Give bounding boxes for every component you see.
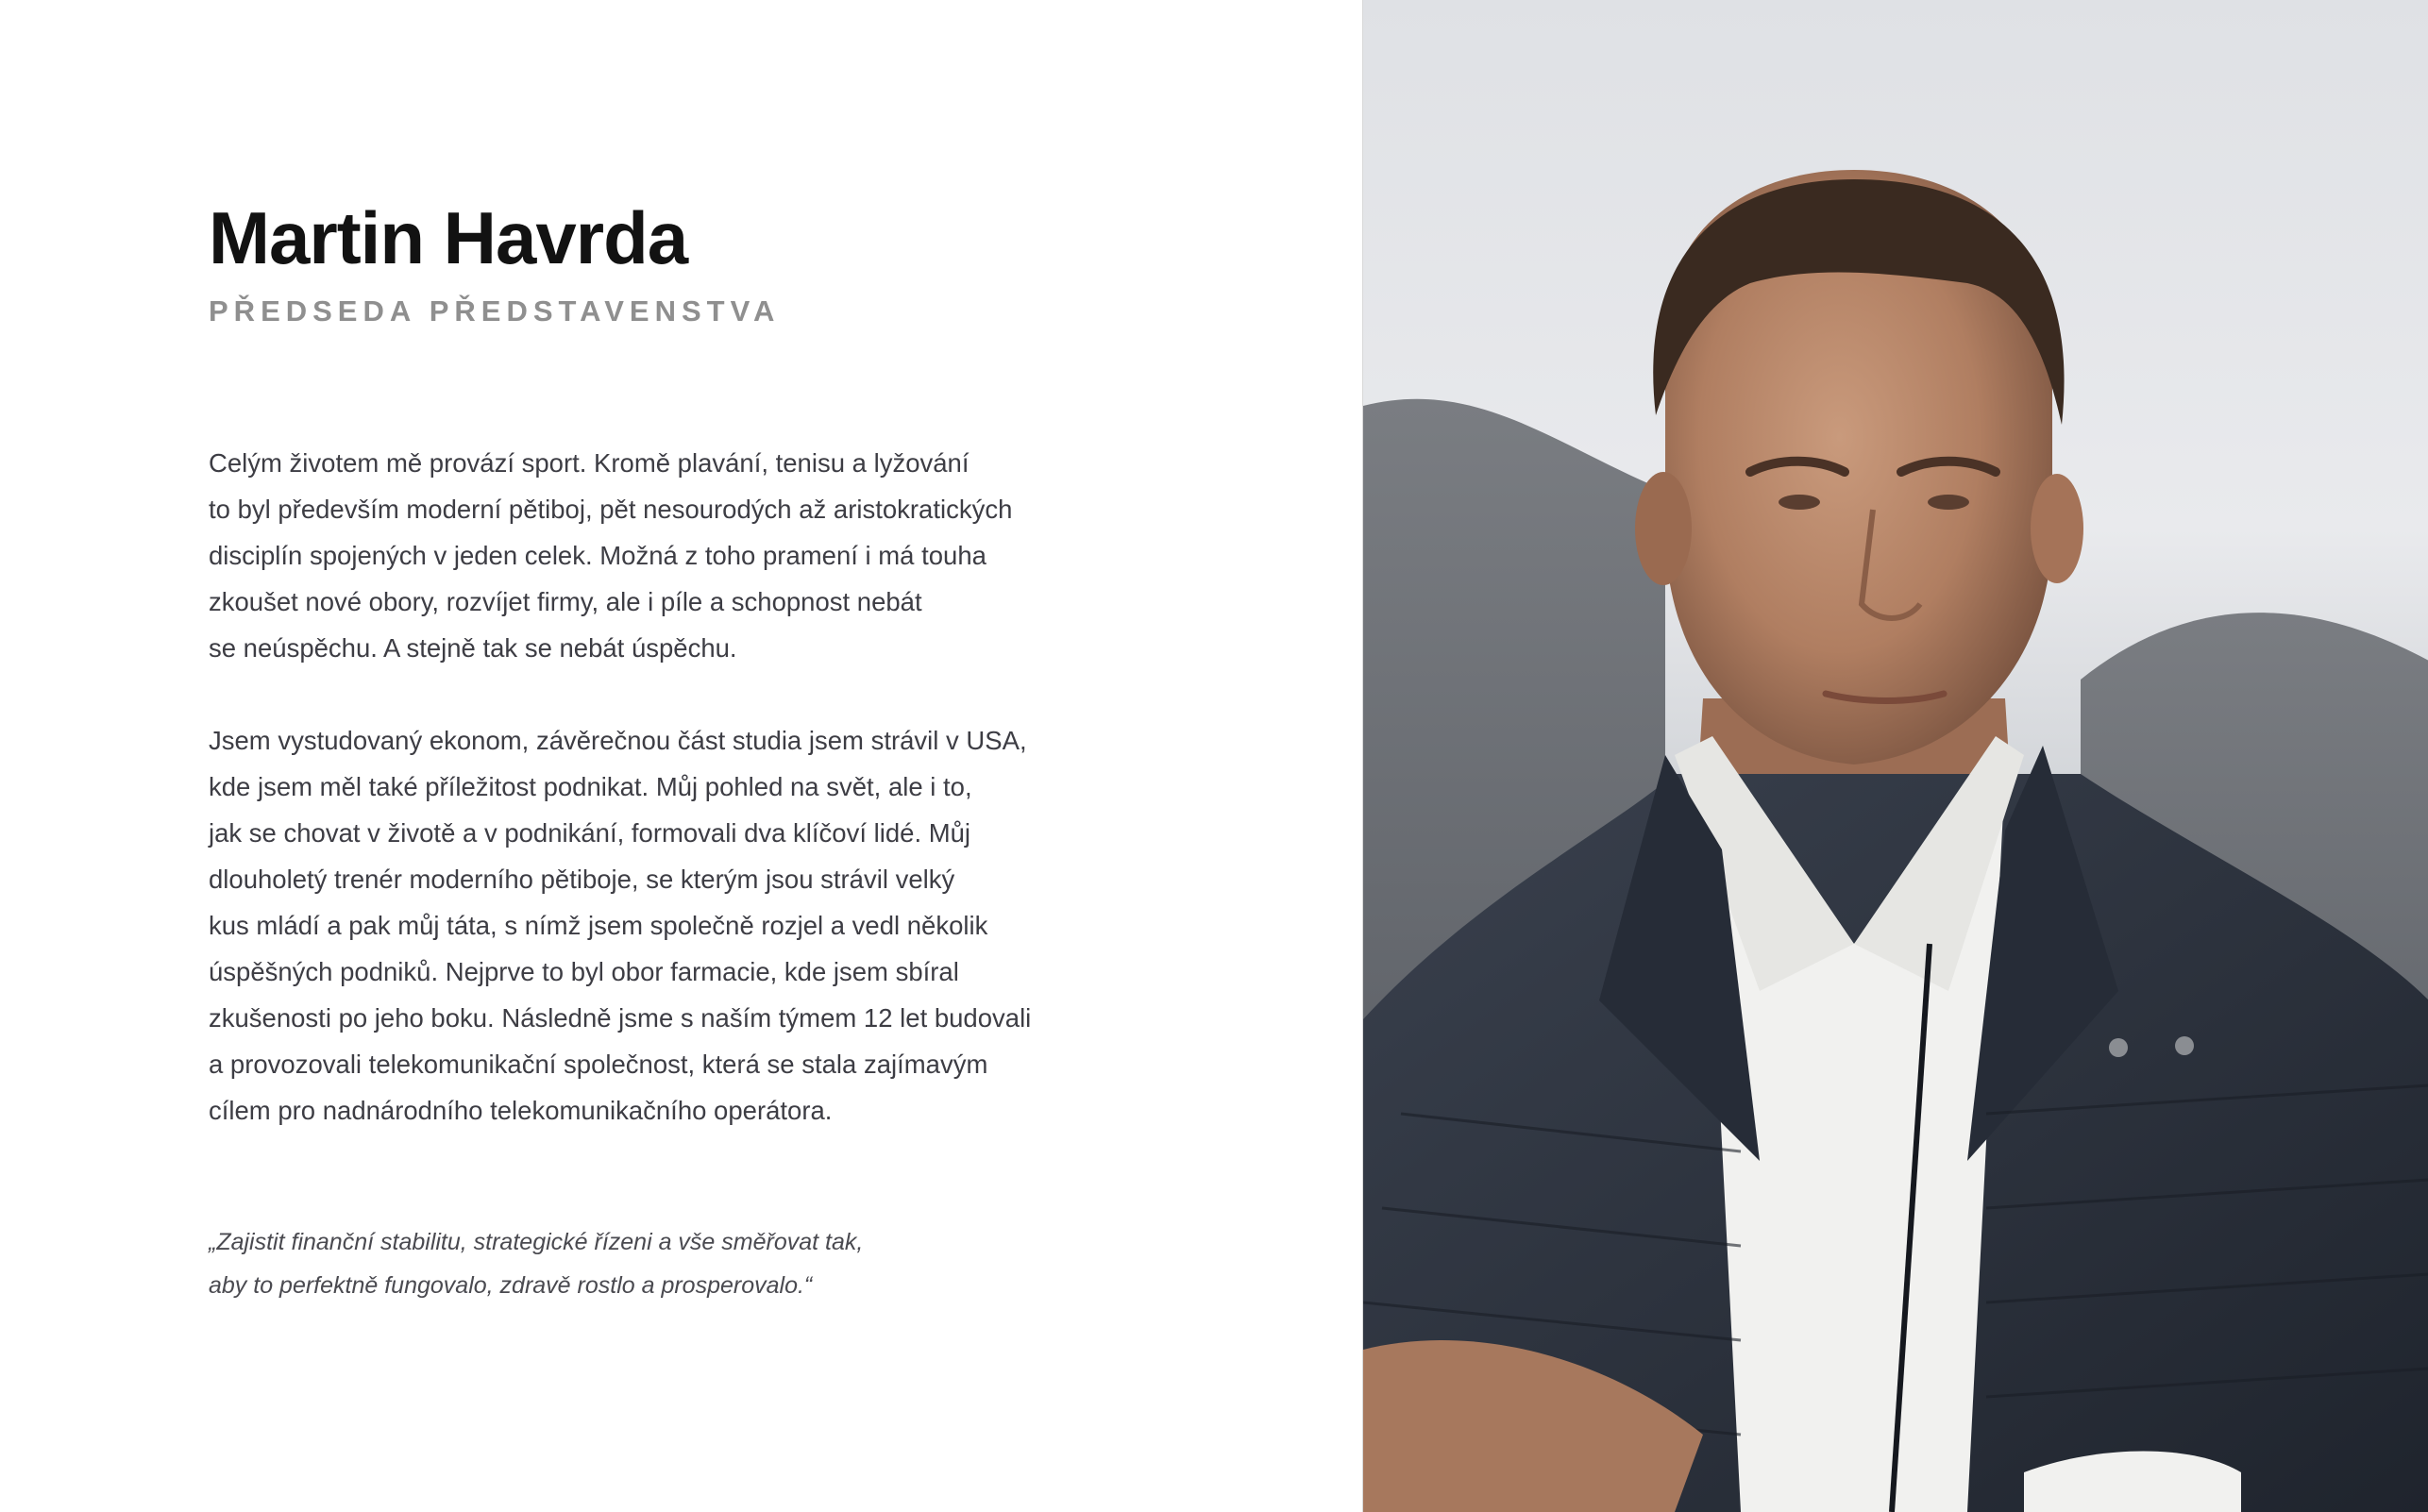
jacket-button <box>2175 1036 2194 1055</box>
bio-line: dlouholetý trenér moderního pětiboje, se kterým jsou strávil velký <box>209 865 955 894</box>
bio-paragraph-1 <box>209 440 1077 671</box>
quote-line: „Zajistit finanční stabilitu, strategické řízeni a vše směřovat tak, <box>209 1229 864 1255</box>
bio-line: jak se chovat v životě a v podnikání, formovali dva klíčoví lidé. Můj <box>209 818 971 848</box>
ear-left <box>1635 472 1692 585</box>
bio-line: a provozovali telekomunikační společnost, která se stala zajímavým <box>209 1050 988 1079</box>
eye-right <box>1928 495 1969 510</box>
ear-right <box>2031 474 2083 583</box>
portrait-illustration <box>1363 0 2428 1512</box>
person-role: PŘEDSEDA PŘEDSTAVENSTVA <box>209 294 781 328</box>
quote-line: aby to perfektně fungovalo, zdravě rostlo a prosperovalo.“ <box>209 1272 813 1299</box>
bio-line: zkoušet nové obory, rozvíjet firmy, ale i píle a schopnost nebát <box>209 587 922 616</box>
bio-section <box>209 440 1077 1134</box>
bio-line: cílem pro nadnárodního telekomunikačního operátora. <box>209 1096 833 1125</box>
bio-line: to byl především moderní pětiboj, pět nesourodých až aristokratických <box>209 495 1013 524</box>
bio-line: úspěšných podniků. Nejprve to byl obor farmacie, kde jsem sbíral <box>209 957 959 986</box>
bio-line: se neúspěchu. A stejně tak se nebát úspěchu. <box>209 633 737 663</box>
bio-line: Jsem vystudovaný ekonom, závěrečnou část studia jsem strávil v USA, <box>209 726 1027 755</box>
quote <box>209 1220 1077 1307</box>
bio-line: zkušenosti po jeho boku. Následně jsme s naším týmem 12 let budovali <box>209 1003 1032 1033</box>
bio-line: disciplín spojených v jeden celek. Možná z toho pramení i má touha <box>209 541 986 570</box>
eye-left <box>1779 495 1820 510</box>
bio-line: kus mládí a pak můj táta, s nímž jsem společně rozjel a vedl několik <box>209 911 988 940</box>
portrait-photo <box>1362 0 2428 1512</box>
bio-line: Celým životem mě provází sport. Kromě plavání, tenisu a lyžování <box>209 448 970 478</box>
person-name: Martin Havrda <box>209 196 688 279</box>
jacket-button <box>2109 1038 2128 1057</box>
bio-paragraph-2 <box>209 717 1077 1134</box>
bio-line: kde jsem měl také příležitost podnikat. Můj pohled na svět, ale i to, <box>209 772 972 801</box>
